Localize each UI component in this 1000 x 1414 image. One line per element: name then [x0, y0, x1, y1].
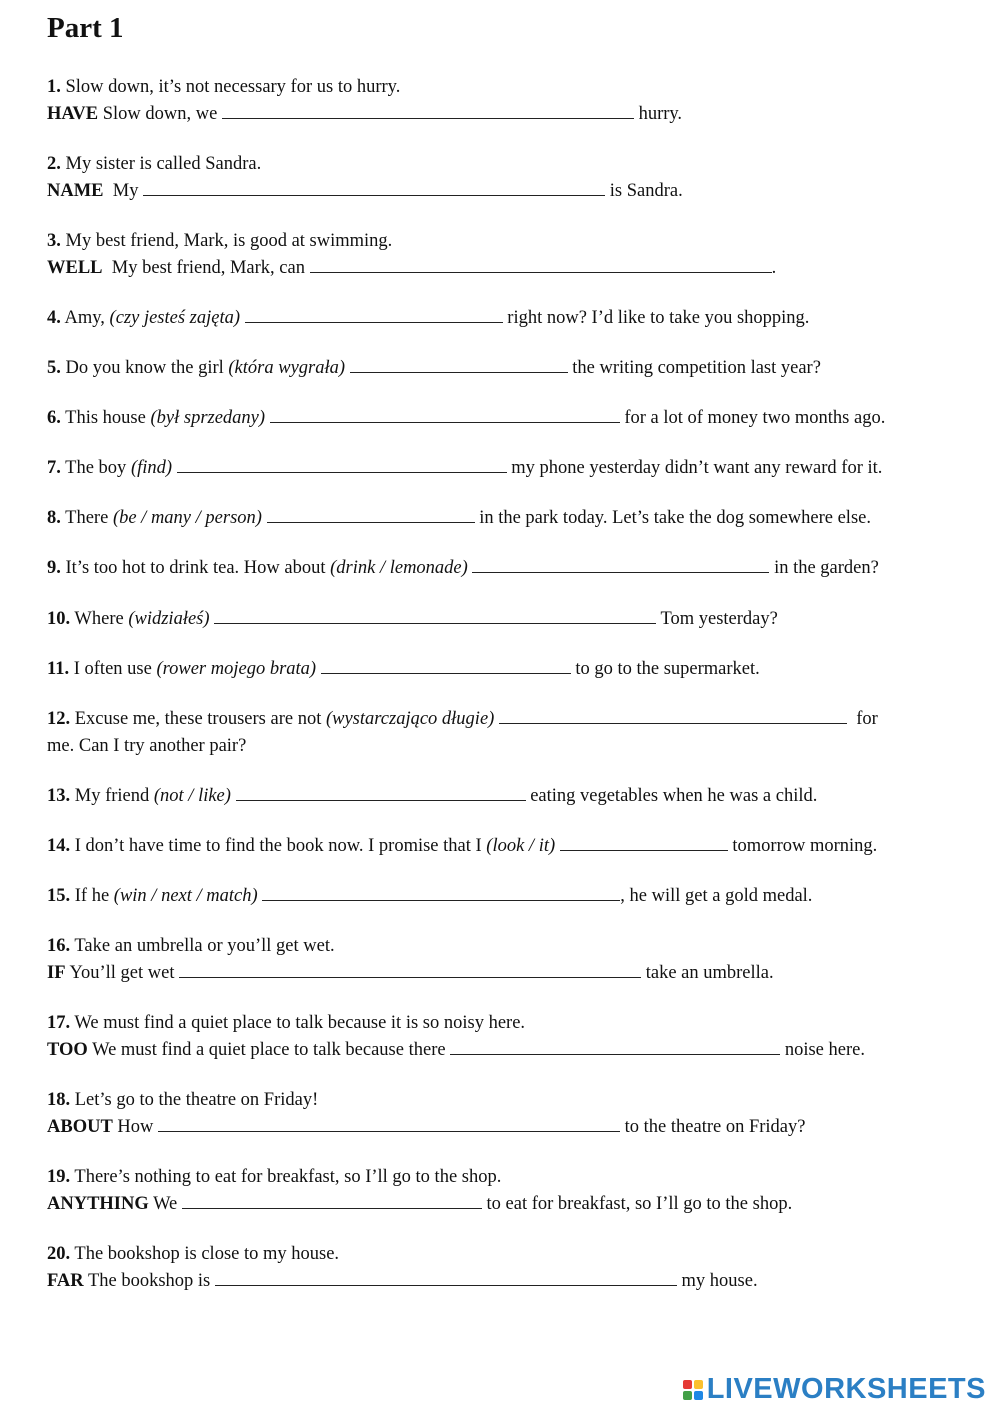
q15: [47, 885, 812, 907]
q12-hint: (wystarczająco długie): [325, 709, 495, 729]
q13-after: eating vegetables when he was a child.: [530, 786, 818, 806]
q8-blank[interactable]: [267, 507, 475, 523]
q9: [47, 557, 879, 579]
q11-after: to go to the supermarket.: [575, 659, 760, 679]
q20-number: 20.: [47, 1244, 71, 1264]
page-title: Part 1: [47, 12, 124, 44]
q6-after: for a lot of money two months ago.: [624, 408, 886, 428]
q16-answer-line: [47, 962, 774, 984]
q3-prompt-text: My best friend, Mark, is good at swimming.: [65, 231, 393, 251]
q19-before: We: [153, 1194, 178, 1214]
q18-number: 18.: [47, 1090, 71, 1110]
q7-after: my phone yesterday didn’t want any reward for it.: [511, 458, 883, 478]
q4: [47, 307, 809, 329]
q11-hint: (rower mojego brata): [156, 659, 317, 679]
q15-hint: (win / next / match): [113, 886, 258, 906]
q1-prompt-text: Slow down, it’s not necessary for us to hurry.: [65, 77, 401, 97]
q20-answer-line: [47, 1270, 758, 1292]
q20-blank[interactable]: [215, 1270, 677, 1286]
q12-after: for: [856, 709, 878, 729]
q17-number: 17.: [47, 1013, 71, 1033]
q5-after: the writing competition last year?: [572, 358, 821, 378]
logo-tile: [694, 1391, 703, 1400]
q9-number: 9.: [47, 558, 61, 578]
q18-blank[interactable]: [158, 1116, 620, 1132]
q5-before: Do you know the girl: [65, 358, 224, 378]
q10-number: 10.: [47, 609, 71, 629]
q3-after: .: [771, 258, 777, 278]
q9-blank[interactable]: [472, 557, 769, 573]
q19-prompt-text: There’s nothing to eat for breakfast, so I’ll go to the shop.: [74, 1167, 502, 1187]
logo-tiles-icon: [683, 1380, 703, 1400]
q5-number: 5.: [47, 358, 61, 378]
q8-hint: (be / many / person): [112, 508, 262, 528]
q4-before: Amy,: [64, 308, 105, 328]
q4-blank[interactable]: [245, 307, 503, 323]
q9-hint: (drink / lemonade): [330, 558, 468, 578]
q17-prompt-text: We must find a quiet place to talk because it is so noisy here.: [74, 1013, 526, 1033]
q19-answer-line: [47, 1193, 792, 1215]
q11-before: I often use: [73, 659, 152, 679]
q20-before: The bookshop is: [87, 1271, 211, 1291]
q19-keyword: ANYTHING: [47, 1194, 149, 1214]
q17-answer-line: [47, 1039, 865, 1061]
q20-prompt-text: The bookshop is close to my house.: [74, 1244, 340, 1264]
q7-blank[interactable]: [177, 457, 507, 473]
q3-number: 3.: [47, 231, 61, 251]
q17-before: We must find a quiet place to talk because there: [92, 1040, 446, 1060]
q14-after: tomorrow morning.: [732, 836, 878, 856]
q5: [47, 357, 821, 379]
q2-prompt-text: My sister is called Sandra.: [65, 154, 262, 174]
q12-line2: me. Can I try another pair?: [47, 736, 247, 756]
q15-blank[interactable]: [262, 885, 620, 901]
q17-prompt: [47, 1012, 525, 1034]
q16-prompt-text: Take an umbrella or you’ll get wet.: [74, 936, 335, 956]
q19-blank[interactable]: [182, 1193, 482, 1209]
q18-keyword: ABOUT: [47, 1117, 113, 1137]
q18-answer-line: [47, 1116, 805, 1138]
q8-after: in the park today. Let’s take the dog somewhere else.: [479, 508, 871, 528]
q2-blank[interactable]: [143, 180, 605, 196]
q2-number: 2.: [47, 154, 61, 174]
q2-prompt: [47, 153, 261, 175]
q14-before: I don’t have time to find the book now. I promise that I: [74, 836, 482, 856]
q13-number: 13.: [47, 786, 71, 806]
logo-text: LIVEWORKSHEETS: [706, 1373, 986, 1405]
q13-hint: (not / like): [153, 786, 231, 806]
q7-number: 7.: [47, 458, 61, 478]
q1-blank[interactable]: [222, 103, 634, 119]
q4-number: 4.: [47, 308, 61, 328]
q6-before: This house: [65, 408, 146, 428]
q20-keyword: FAR: [47, 1271, 84, 1291]
q19-number: 19.: [47, 1167, 71, 1187]
q14: [47, 835, 877, 857]
q3-answer-line: [47, 257, 776, 279]
q12-before: Excuse me, these trousers are not: [74, 709, 322, 729]
q10: [47, 608, 778, 630]
q20-prompt: [47, 1243, 339, 1265]
q2-answer-line: [47, 180, 683, 202]
q9-before: It’s too hot to drink tea. How about: [65, 558, 326, 578]
q16-prompt: [47, 935, 335, 957]
q4-hint: (czy jesteś zajęta): [109, 308, 241, 328]
q17-blank[interactable]: [450, 1039, 780, 1055]
q1-answer-line: [47, 103, 682, 125]
q9-after: in the garden?: [774, 558, 879, 578]
q3-blank[interactable]: [310, 257, 772, 273]
q1-number: 1.: [47, 77, 61, 97]
q8: [47, 507, 871, 529]
q2-before: My: [112, 181, 139, 201]
q16-number: 16.: [47, 936, 71, 956]
q19-prompt: [47, 1166, 501, 1188]
q1-before: Slow down, we: [102, 104, 218, 124]
q6-number: 6.: [47, 408, 61, 428]
q13: [47, 785, 817, 807]
q6-hint: (był sprzedany): [150, 408, 266, 428]
q17-keyword: TOO: [47, 1040, 88, 1060]
q10-hint: (widziałeś): [128, 609, 210, 629]
q1-keyword: HAVE: [47, 104, 99, 124]
q8-number: 8.: [47, 508, 61, 528]
q18-before: How: [117, 1117, 154, 1137]
q11: [47, 658, 760, 680]
q12-blank[interactable]: [499, 708, 847, 724]
q18-prompt: [47, 1089, 318, 1111]
logo-tile: [694, 1380, 703, 1389]
q10-before: Where: [74, 609, 124, 629]
q14-number: 14.: [47, 836, 71, 856]
q3-keyword: WELL: [47, 258, 103, 278]
q5-blank[interactable]: [350, 357, 568, 373]
q16-before: You’ll get wet: [69, 963, 175, 983]
q14-hint: (look / it): [486, 836, 556, 856]
q18-prompt-text: Let’s go to the theatre on Friday!: [74, 1090, 319, 1110]
q17-after: noise here.: [784, 1040, 865, 1060]
q2-after: is Sandra.: [609, 181, 683, 201]
q19-after: to eat for breakfast, so I’ll go to the shop.: [486, 1194, 793, 1214]
q10-after: Tom yesterday?: [660, 609, 778, 629]
q12: [47, 708, 878, 730]
q1-after: hurry.: [638, 104, 683, 124]
q3-prompt: [47, 230, 392, 252]
q7-hint: (find): [130, 458, 173, 478]
q6-blank[interactable]: [270, 407, 620, 423]
q15-number: 15.: [47, 886, 71, 906]
q7: [47, 457, 882, 479]
q12-number: 12.: [47, 709, 71, 729]
q5-hint: (która wygrała): [228, 358, 346, 378]
q14-blank[interactable]: [560, 835, 728, 851]
q6: [47, 407, 885, 429]
q20-after: my house.: [681, 1271, 758, 1291]
logo-tile: [683, 1380, 692, 1389]
logo-tile: [683, 1391, 692, 1400]
q16-after: take an umbrella.: [645, 963, 774, 983]
q15-before: If he: [74, 886, 110, 906]
q11-number: 11.: [47, 659, 70, 679]
q11-blank[interactable]: [321, 658, 571, 674]
q13-blank[interactable]: [236, 785, 526, 801]
q13-before: My friend: [74, 786, 150, 806]
q16-keyword: IF: [47, 963, 66, 983]
q4-after: right now? I’d like to take you shopping.: [507, 308, 810, 328]
q2-keyword: NAME: [47, 181, 104, 201]
q8-before: There: [65, 508, 109, 528]
q15-after: , he will get a gold medal.: [620, 886, 813, 906]
q3-before: My best friend, Mark, can: [111, 258, 305, 278]
q10-blank[interactable]: [214, 608, 656, 624]
q16-blank[interactable]: [179, 962, 641, 978]
q18-after: to the theatre on Friday?: [624, 1117, 806, 1137]
liveworksheets-logo[interactable]: [683, 1373, 986, 1406]
q7-before: The boy: [65, 458, 127, 478]
q1-prompt: [47, 76, 400, 98]
